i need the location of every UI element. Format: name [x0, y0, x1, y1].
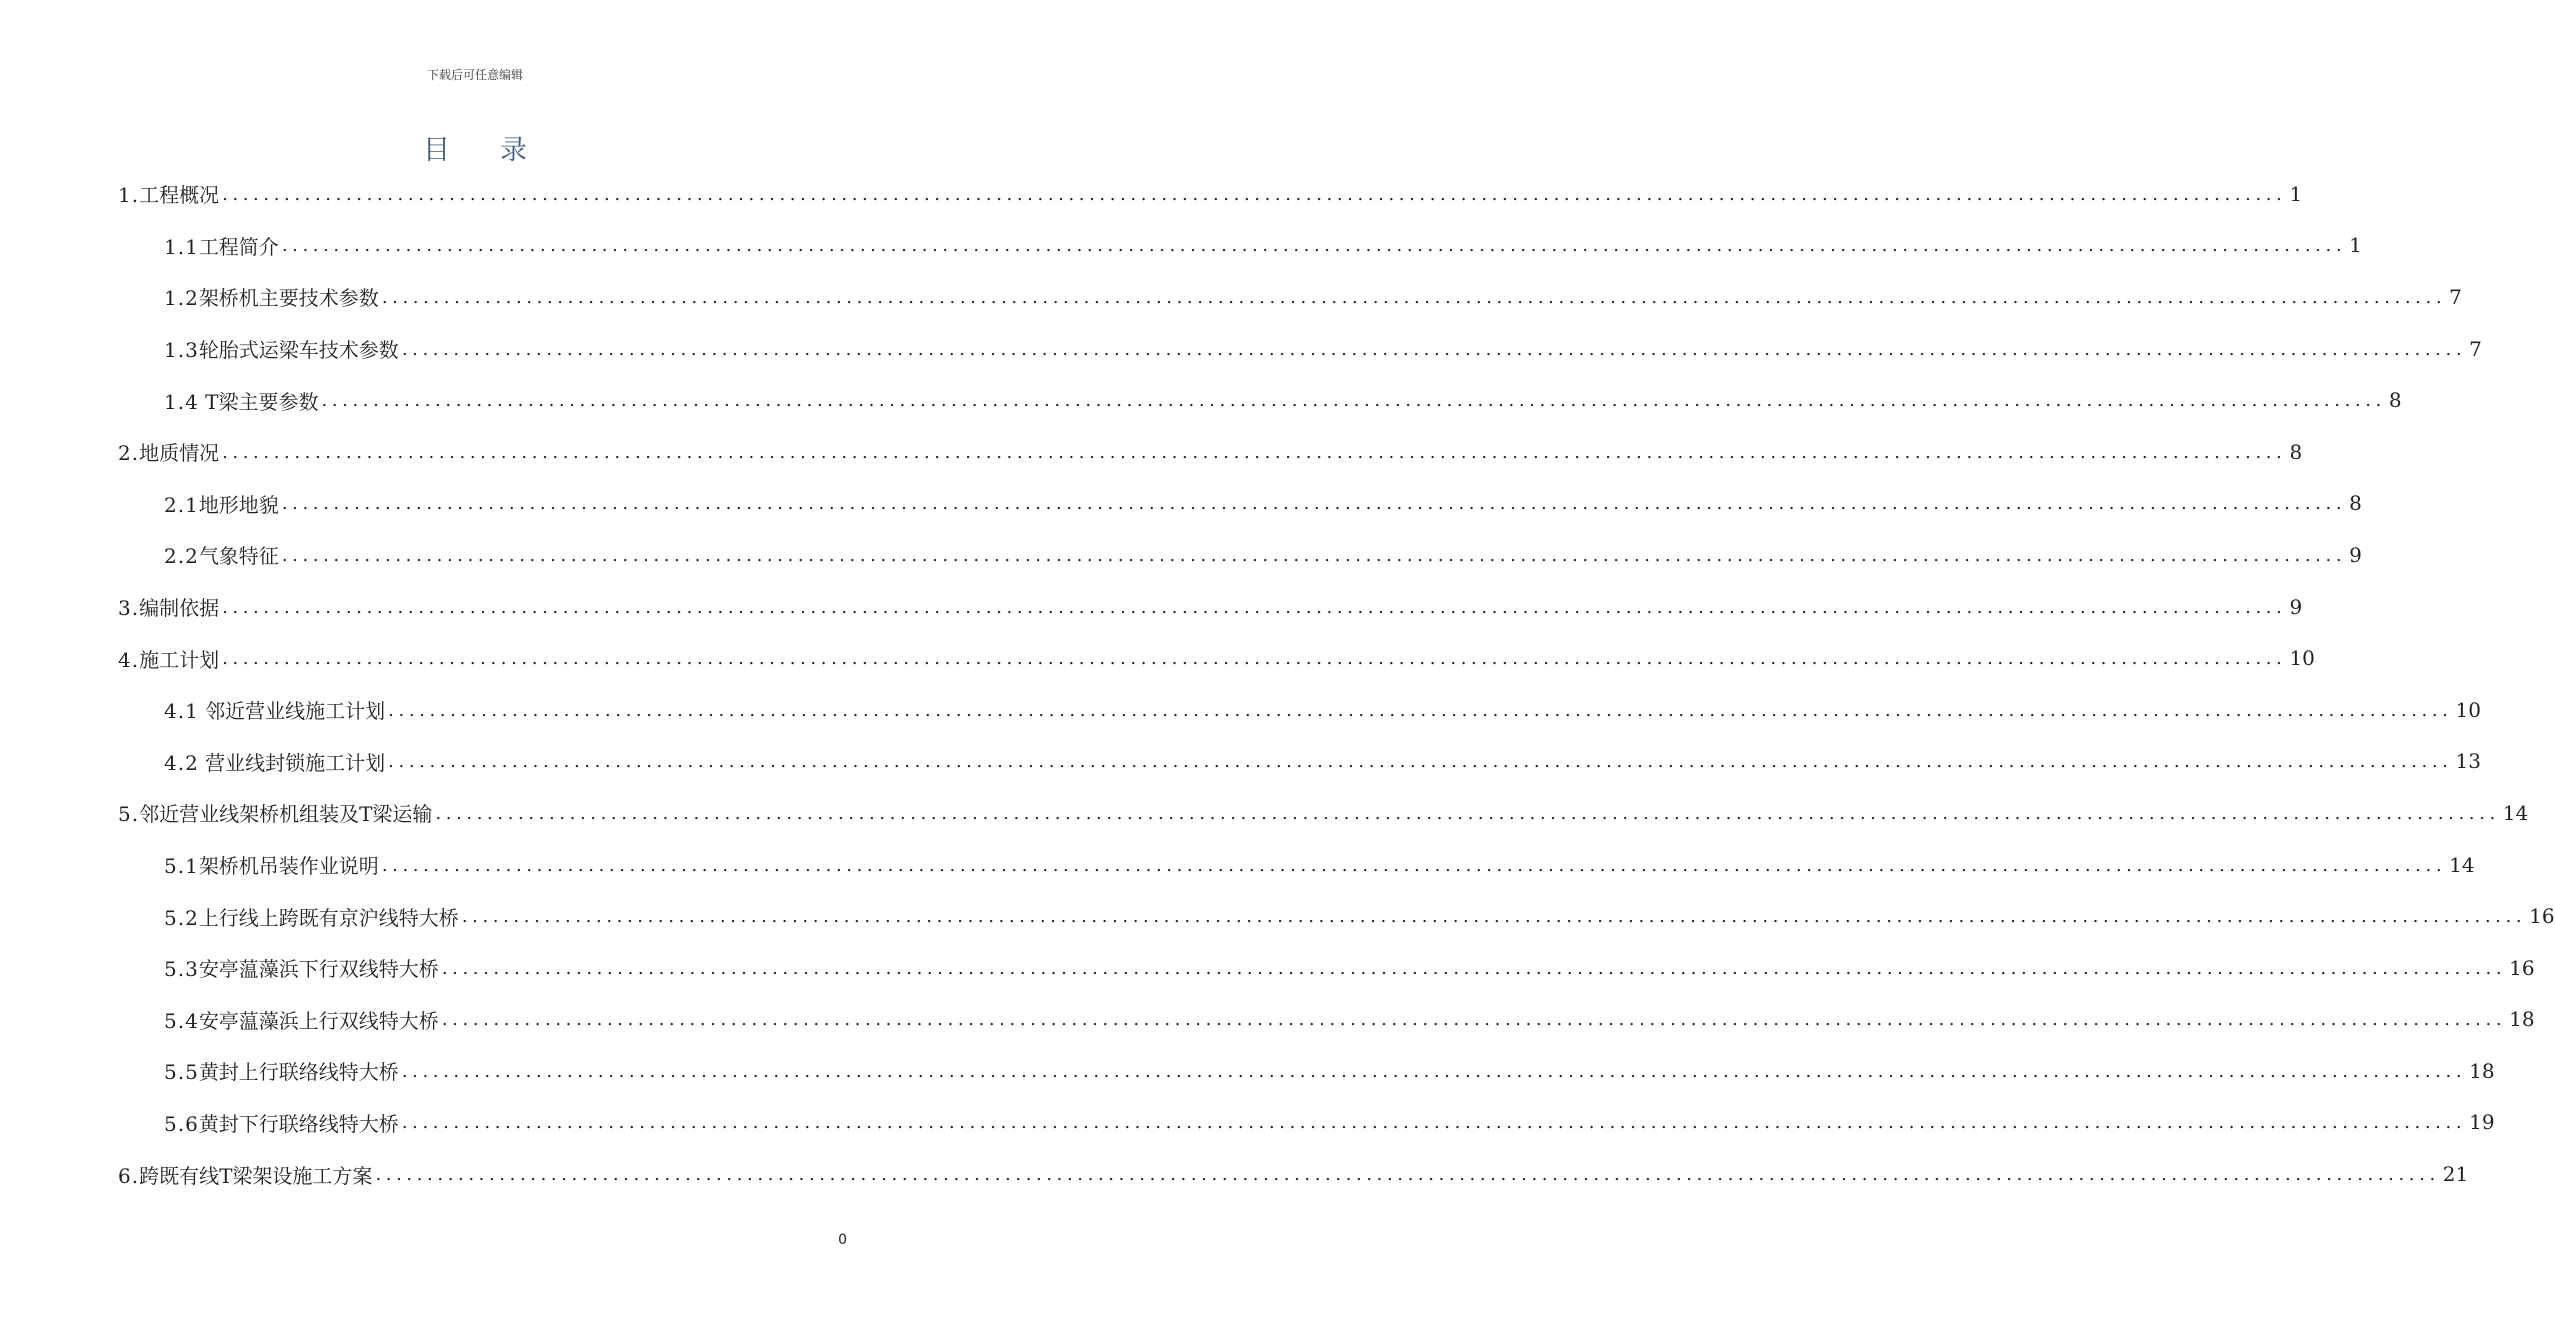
dot-leader: ........................................................................................................................................................................................................ [375, 1164, 2440, 1186]
toc-entry-title: 跨既有线T梁架设施工方案 [139, 1163, 373, 1188]
toc-entry[interactable] [118, 374, 2402, 426]
toc-entry[interactable] [118, 736, 2481, 788]
dot-leader: ........................................................................................................................................................................................................ [401, 338, 2467, 360]
toc-entry-title: 黄封下行联络线特大桥 [198, 1111, 399, 1136]
toc-entry-number: 6. [118, 1163, 140, 1188]
toc-entry[interactable] [118, 529, 2362, 581]
dot-leader: ........................................................................................................................................................................................................ [401, 1060, 2467, 1082]
toc-entry-label [164, 386, 319, 415]
toc-entry-title: 地形地貌 [198, 492, 279, 517]
dot-leader: ........................................................................................................................................................................................................ [222, 441, 2287, 463]
toc-entry-label [164, 695, 385, 724]
toc-entry-label [118, 179, 219, 208]
dot-leader: ........................................................................................................................................................................................................ [388, 699, 2453, 721]
toc-entry-number: 5.2 [164, 905, 199, 930]
toc-entry-title: 上行线上跨既有京沪线特大桥 [198, 905, 459, 930]
toc-entry-label [164, 489, 279, 518]
toc-title: 目录 [423, 135, 577, 166]
dot-leader: ........................................................................................................................................................................................................ [222, 596, 2287, 618]
toc-entry-number: 5.6 [164, 1111, 199, 1136]
toc-entry-label [164, 1056, 399, 1085]
toc-entry-label [164, 902, 459, 931]
toc-entry-page: 18 [2469, 1058, 2495, 1083]
toc-entry-page: 16 [2529, 904, 2555, 929]
toc-entry-title: 工程简介 [198, 234, 279, 259]
toc-entry[interactable] [118, 942, 2535, 994]
toc-entry[interactable] [118, 1148, 2469, 1200]
toc-entry-title: 架桥机主要技术参数 [198, 286, 379, 311]
toc-entry-label [118, 644, 219, 673]
toc-entry-page: 8 [2388, 388, 2402, 413]
toc-entry-number: 5.3 [164, 957, 199, 982]
toc-entry[interactable] [118, 323, 2482, 375]
dot-leader: ........................................................................................................................................................................................................ [435, 802, 2500, 824]
toc-entry[interactable] [118, 994, 2535, 1046]
toc-entry[interactable] [118, 787, 2529, 839]
toc-entry[interactable] [118, 1097, 2495, 1149]
toc-entry[interactable] [118, 168, 2303, 220]
toc-entry[interactable] [118, 1045, 2495, 1097]
toc-entry-label [164, 231, 279, 260]
toc-entry-number: 5. [118, 802, 140, 827]
toc-entry-number: 2.1 [164, 492, 199, 517]
toc-entry-page: 1 [2349, 233, 2362, 258]
toc-entry-label [118, 592, 219, 621]
toc-list [118, 168, 2555, 1200]
toc-entry-title: 邻近营业线施工计划 [198, 699, 386, 724]
dot-leader: ........................................................................................................................................................................................................ [281, 544, 2347, 566]
toc-entry-page: 19 [2469, 1110, 2495, 1135]
toc-entry-page: 16 [2509, 955, 2535, 980]
toc-entry-label [164, 1108, 399, 1137]
toc-entry-title: 气象特征 [198, 544, 279, 569]
dot-leader: ........................................................................................................................................................................................................ [461, 906, 2527, 928]
toc-entry-title: 编制依据 [139, 596, 220, 621]
toc-entry-page: 13 [2455, 749, 2481, 774]
toc-entry-page: 7 [2449, 284, 2462, 309]
toc-entry[interactable] [118, 426, 2303, 478]
toc-entry-title: 邻近营业线架桥机组装及T梁运输 [139, 802, 433, 827]
toc-entry-label [164, 1005, 439, 1034]
dot-leader: ........................................................................................................................................................................................................ [281, 493, 2347, 515]
toc-entry[interactable] [118, 890, 2555, 942]
toc-entry-page: 21 [2442, 1162, 2469, 1187]
toc-entry-title: 安亭蕰藻浜下行双线特大桥 [198, 957, 439, 982]
toc-entry-number: 4. [118, 647, 140, 672]
toc-entry-title: T梁主要参数 [198, 389, 319, 414]
dot-leader: ........................................................................................................................................................................................................ [441, 957, 2507, 979]
toc-entry-title: 黄封上行联络线特大桥 [198, 1060, 399, 1085]
toc-entry[interactable] [118, 581, 2303, 633]
toc-entry-page: 9 [2289, 594, 2303, 619]
toc-entry-label [118, 798, 432, 827]
toc-entry-label [164, 953, 439, 982]
toc-entry-page: 10 [2455, 697, 2481, 722]
toc-entry-number: 5.5 [164, 1060, 199, 1085]
toc-entry-label [164, 540, 279, 569]
toc-entry-label [118, 437, 219, 466]
toc-entry-title: 施工计划 [139, 647, 220, 672]
dot-leader: ........................................................................................................................................................................................................ [381, 286, 2447, 308]
dot-leader: ........................................................................................................................................................................................................ [321, 390, 2386, 412]
toc-entry[interactable] [118, 839, 2475, 891]
toc-entry[interactable] [118, 271, 2462, 323]
toc-entry[interactable] [118, 684, 2481, 736]
toc-entry-number: 5.4 [164, 1008, 199, 1033]
header-note: 下载后可任意编辑 [426, 68, 523, 82]
toc-entry-number: 1. [118, 183, 140, 208]
toc-entry-number: 5.1 [164, 854, 199, 879]
toc-entry-page: 18 [2509, 1007, 2535, 1032]
toc-entry-title: 营业线封锁施工计划 [198, 750, 386, 775]
toc-entry-number: 1.4 [164, 389, 199, 414]
toc-entry-title: 地质情况 [139, 441, 220, 466]
dot-leader: ........................................................................................................................................................................................................ [441, 1009, 2507, 1031]
toc-entry-title: 工程概况 [139, 183, 220, 208]
toc-entry[interactable] [118, 220, 2362, 272]
toc-entry-number: 4.1 [164, 699, 199, 724]
toc-entry-page: 9 [2349, 542, 2362, 567]
toc-entry-page: 8 [2349, 491, 2362, 516]
toc-entry-page: 14 [2449, 852, 2475, 877]
toc-entry-label [164, 747, 385, 776]
toc-entry[interactable] [118, 632, 2315, 684]
toc-entry-title: 安亭蕰藻浜上行双线特大桥 [198, 1008, 439, 1033]
toc-entry-label [164, 334, 399, 363]
toc-entry-title: 架桥机吊装作业说明 [198, 854, 379, 879]
dot-leader: ........................................................................................................................................................................................................ [388, 751, 2453, 773]
toc-entry-title: 轮胎式运梁车技术参数 [198, 338, 399, 363]
toc-entry-number: 1.2 [164, 286, 199, 311]
toc-entry-number: 2.2 [164, 544, 199, 569]
dot-leader: ........................................................................................................................................................................................................ [281, 235, 2347, 257]
toc-entry-page: 10 [2289, 646, 2315, 671]
toc-entry-label [164, 282, 379, 311]
toc-entry-page: 1 [2289, 181, 2303, 206]
toc-entry-page: 14 [2502, 800, 2529, 825]
toc-entry-number: 4.2 [164, 750, 199, 775]
toc-entry-label [118, 1160, 372, 1189]
toc-entry-label [164, 850, 379, 879]
dot-leader: ........................................................................................................................................................................................................ [381, 854, 2447, 876]
toc-entry[interactable] [118, 478, 2362, 530]
dot-leader: ........................................................................................................................................................................................................ [222, 183, 2287, 205]
toc-entry-number: 1.1 [164, 234, 199, 259]
toc-entry-number: 1.3 [164, 338, 199, 363]
dot-leader: ........................................................................................................................................................................................................ [401, 1112, 2467, 1134]
dot-leader: ........................................................................................................................................................................................................ [222, 648, 2287, 670]
page-number: 0 [838, 1232, 847, 1248]
toc-entry-number: 2. [118, 441, 140, 466]
toc-entry-page: 8 [2289, 439, 2303, 464]
toc-entry-number: 3. [118, 596, 140, 621]
toc-entry-page: 7 [2469, 336, 2482, 361]
